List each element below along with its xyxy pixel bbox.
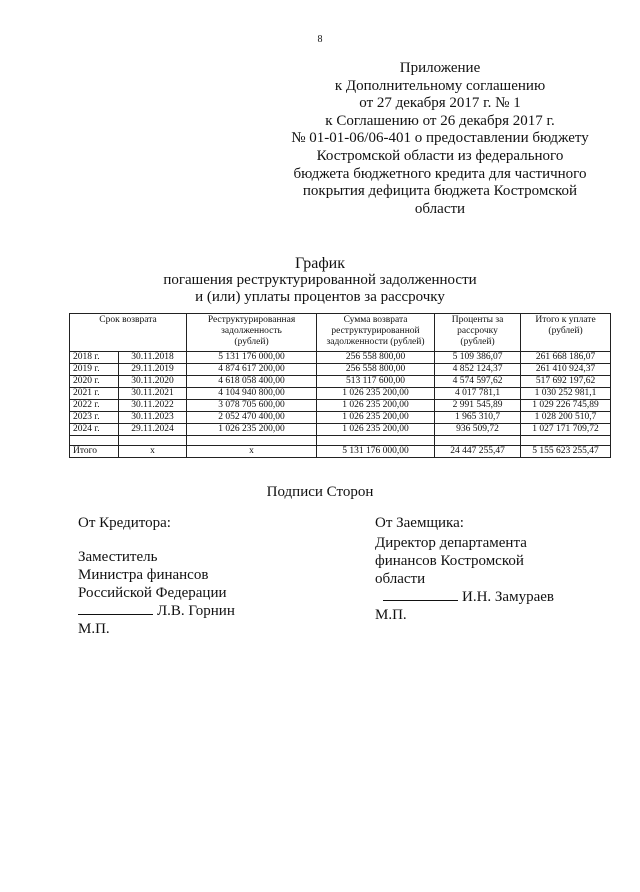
table-row xyxy=(70,364,611,376)
table-cell: 261 410 924,37 xyxy=(521,364,611,376)
appendix-line: области xyxy=(414,200,466,217)
table-cell xyxy=(70,436,119,446)
creditor-heading: От Кредитора: xyxy=(78,515,171,531)
table-cell xyxy=(187,436,317,446)
schedule-title-line: и (или) уплаты процентов за рассрочку xyxy=(195,289,445,305)
table-cell: 2 052 470 400,00 xyxy=(187,412,317,424)
table-cell: 30.11.2022 xyxy=(119,400,187,412)
creditor-seal: М.П. xyxy=(78,621,110,637)
borrower-seal: М.П. xyxy=(375,607,407,623)
table-cell: 1 026 235 200,00 xyxy=(317,412,435,424)
table-cell: 5 131 176 000,00 xyxy=(187,352,317,364)
table-cell xyxy=(435,436,521,446)
table-row xyxy=(70,352,611,364)
table-cell: x xyxy=(187,446,317,458)
table-cell: 2018 г. xyxy=(70,352,119,364)
appendix-line: к Соглашению от 26 декабря 2017 г. xyxy=(325,112,555,129)
table-cell: 1 028 200 510,7 xyxy=(521,412,611,424)
borrower-position-line: Директор департамента xyxy=(375,535,527,551)
column-header-text: Реструктурированная xyxy=(207,315,296,325)
table-cell: 1 030 252 981,1 xyxy=(521,388,611,400)
signature-line xyxy=(383,588,458,601)
table-cell: 2 991 545,89 xyxy=(435,400,521,412)
table-cell: 2022 г. xyxy=(70,400,119,412)
table-cell: 1 026 235 200,00 xyxy=(317,400,435,412)
borrower-signature-block xyxy=(375,514,554,624)
table-cell: 4 852 124,37 xyxy=(435,364,521,376)
table-cell: 1 965 310,7 xyxy=(435,412,521,424)
schedule-title-line: погашения реструктурированной задолженности xyxy=(163,272,477,288)
table-cell: 517 692 197,62 xyxy=(521,376,611,388)
table-cell xyxy=(119,436,187,446)
table-row xyxy=(70,400,611,412)
table-row xyxy=(70,388,611,400)
table-cell: 30.11.2023 xyxy=(119,412,187,424)
column-header-text: Проценты за xyxy=(451,315,504,325)
signature-line xyxy=(78,602,153,615)
table-cell: 4 574 597,62 xyxy=(435,376,521,388)
table-cell: 1 027 171 709,72 xyxy=(521,424,611,436)
column-header xyxy=(521,314,611,352)
signatures-title: Подписи Сторон xyxy=(266,484,374,500)
appendix-line: покрытия дефицита бюджета Костромской xyxy=(302,183,578,200)
column-header-text: задолженность xyxy=(221,326,282,336)
creditor-position-line: Министра финансов xyxy=(78,567,209,583)
table-cell: 4 618 058 400,00 xyxy=(187,376,317,388)
column-header-text: реструктурированной xyxy=(331,326,420,336)
creditor-position-line: Российской Федерации xyxy=(78,585,227,601)
table-total-row xyxy=(70,446,611,458)
column-header-text: Итого к уплате xyxy=(535,315,596,325)
table-cell: 5 131 176 000,00 xyxy=(317,446,435,458)
column-header-text: (рублей) xyxy=(548,326,583,336)
appendix-line: к Дополнительному соглашению xyxy=(334,77,546,94)
column-header xyxy=(70,314,187,352)
table-cell: 30.11.2020 xyxy=(119,376,187,388)
table-cell: 30.11.2021 xyxy=(119,388,187,400)
table-cell: 4 874 617 200,00 xyxy=(187,364,317,376)
schedule-title xyxy=(0,255,640,306)
table-cell: 1 029 226 745,89 xyxy=(521,400,611,412)
borrower-position-line: финансов Костромской xyxy=(375,553,524,569)
table-row xyxy=(70,424,611,436)
table-cell: 4 017 781,1 xyxy=(435,388,521,400)
table-cell: 2020 г. xyxy=(70,376,119,388)
table-cell: 936 509,72 xyxy=(435,424,521,436)
table-cell: 2019 г. xyxy=(70,364,119,376)
creditor-name: Л.В. Горнин xyxy=(157,603,235,619)
table-cell: 4 104 940 800,00 xyxy=(187,388,317,400)
column-header xyxy=(317,314,435,352)
table-cell: x xyxy=(119,446,187,458)
repayment-schedule-table xyxy=(69,313,611,458)
table-cell: 1 026 235 200,00 xyxy=(317,424,435,436)
borrower-name: И.Н. Замураев xyxy=(462,589,554,605)
appendix-line: № 01-01-06/06-401 о предоставлении бюджету xyxy=(291,130,589,147)
column-header-text: Срок возврата xyxy=(99,315,157,325)
table-cell: 513 117 600,00 xyxy=(317,376,435,388)
table-header-row xyxy=(70,314,611,352)
table-row xyxy=(70,412,611,424)
column-header xyxy=(187,314,317,352)
table-cell: 1 026 235 200,00 xyxy=(317,388,435,400)
column-header-text: рассрочку xyxy=(457,326,498,336)
table-cell: 3 078 705 600,00 xyxy=(187,400,317,412)
table-cell: 256 558 800,00 xyxy=(317,364,435,376)
table-cell: 1 026 235 200,00 xyxy=(187,424,317,436)
column-header-text: (рублей) xyxy=(460,337,495,347)
table-cell xyxy=(521,436,611,446)
page-number: 8 xyxy=(317,34,323,45)
column-header xyxy=(435,314,521,352)
table-cell xyxy=(317,436,435,446)
table-cell: 261 668 186,07 xyxy=(521,352,611,364)
appendix-line: Приложение xyxy=(399,60,481,76)
table-cell: 2023 г. xyxy=(70,412,119,424)
table-spacer-row xyxy=(70,436,611,446)
column-header-text: задолженности (рублей) xyxy=(326,337,425,347)
table-cell: 2021 г. xyxy=(70,388,119,400)
borrower-position-line: области xyxy=(375,571,426,587)
column-header-text: (рублей) xyxy=(234,337,269,347)
table-cell: 30.11.2018 xyxy=(119,352,187,364)
table-cell: 256 558 800,00 xyxy=(317,352,435,364)
table-cell: 5 155 623 255,47 xyxy=(521,446,611,458)
borrower-heading: От Заемщика: xyxy=(375,515,464,531)
schedule-title-main: График xyxy=(294,255,346,272)
table-cell: Итого xyxy=(70,446,119,458)
table-cell: 2024 г. xyxy=(70,424,119,436)
table-row xyxy=(70,376,611,388)
creditor-signature-block xyxy=(78,514,235,638)
appendix-line: Костромской области из федерального xyxy=(316,147,564,164)
table-cell: 5 109 386,07 xyxy=(435,352,521,364)
appendix-line: бюджета бюджетного кредита для частичного xyxy=(293,165,587,182)
creditor-position-line: Заместитель xyxy=(78,549,158,565)
table-cell: 29.11.2019 xyxy=(119,364,187,376)
appendix-header xyxy=(290,60,590,218)
table-cell: 29.11.2024 xyxy=(119,424,187,436)
column-header-text: Сумма возврата xyxy=(343,315,408,325)
appendix-line: от 27 декабря 2017 г. № 1 xyxy=(359,95,521,112)
table-cell: 24 447 255,47 xyxy=(435,446,521,458)
